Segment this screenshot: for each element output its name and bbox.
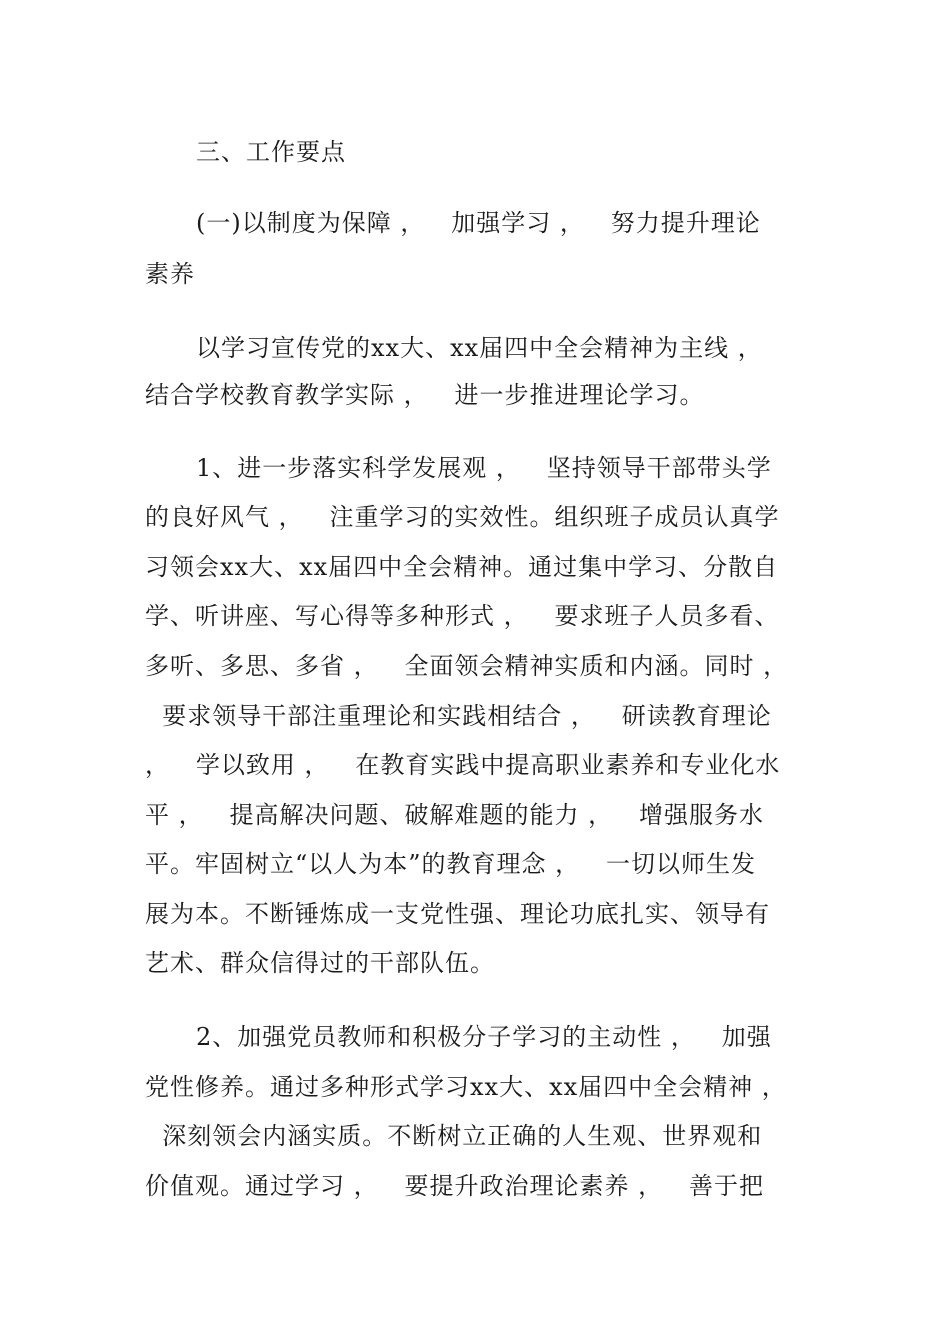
subsection-title-line: 素养 [145, 260, 195, 288]
paragraph-line: 平 ， 提高解决问题、破解难题的能力 ， 增强服务水 [145, 801, 765, 829]
paragraph-line: 多听、多思、多省 ， 全面领会精神实质和内涵。同时 ， [145, 652, 789, 680]
paragraph-line: 党性修养。通过多种形式学习xx大、xx届四中全会精神 ， [145, 1073, 787, 1101]
paragraph-line: 2、加强党员教师和积极分子学习的主动性 ， 加强 [196, 1023, 772, 1051]
paragraph-line: 习领会xx大、xx届四中全会精神。通过集中学习、分散自 [145, 553, 779, 581]
paragraph-line: 1、进一步落实科学发展观 ， 坚持领导干部带头学 [196, 454, 772, 482]
paragraph-line: 的良好风气 ， 注重学习的实效性。组织班子成员认真学 [145, 503, 780, 531]
paragraph-line: 价值观。通过学习 ， 要提升政治理论素养 ， 善于把 [145, 1172, 765, 1200]
paragraph-line: 学、听讲座、写心得等多种形式 ， 要求班子人员多看、 [145, 602, 780, 630]
paragraph-line: 艺术、群众信得过的干部队伍。 [145, 949, 495, 977]
paragraph-line: 深刻领会内涵实质。不断树立正确的人生观、世界观和 [145, 1122, 763, 1150]
paragraph-line: 要求领导干部注重理论和实践相结合 ， 研读教育理论 [145, 702, 772, 730]
paragraph-line: 展为本。不断锤炼成一支党性强、理论功底扎实、领导有 [145, 900, 770, 928]
paragraph-line: 以学习宣传党的xx大、xx届四中全会精神为主线 ， [196, 334, 763, 362]
paragraph-line: 结合学校教育教学实际 ， 进一步推进理论学习。 [145, 381, 705, 409]
paragraph-line: 平。牢固树立“以人为本”的教育理念 ， 一切以师生发 [145, 850, 757, 878]
paragraph-line: ， 学以致用 ， 在教育实践中提高职业素养和专业化水 [145, 751, 781, 779]
section-heading: 三、工作要点 [196, 138, 346, 166]
subsection-title-line: (一)以制度为保障 ， 加强学习 ， 努力提升理论 [196, 209, 761, 237]
